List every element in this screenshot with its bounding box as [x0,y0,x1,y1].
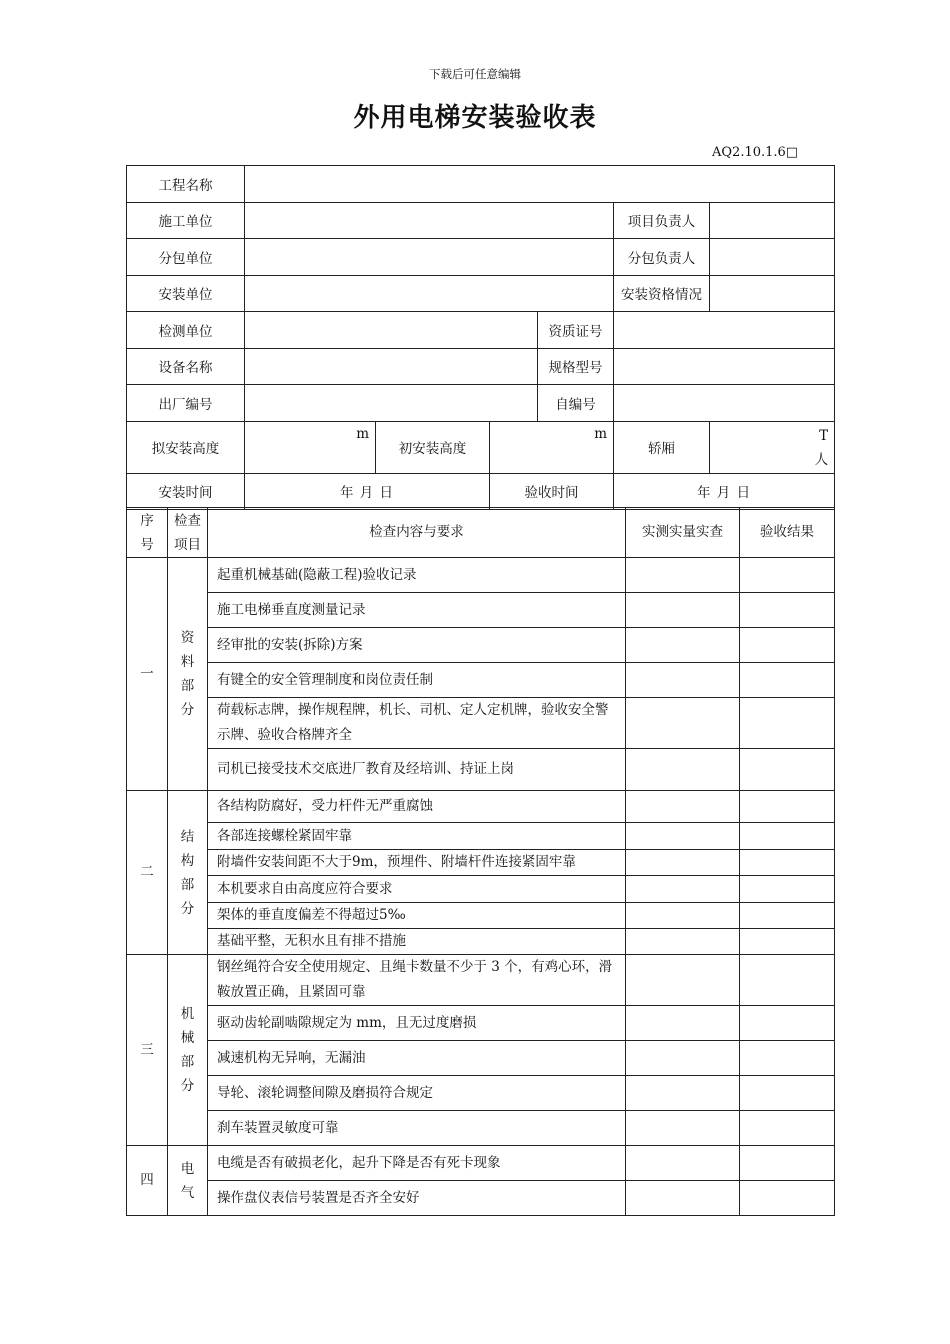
check-item-text: 荷载标志牌，操作规程牌，机长、司机、定人定机牌，验收安全警示牌、验收合格牌齐全 [208,698,626,749]
planned-height-label: 拟安装高度 [127,421,245,473]
project-name-label: 工程名称 [127,166,245,203]
checklist-row [127,593,835,628]
checklist-row [127,1111,835,1146]
factory-no-field[interactable] [245,385,538,422]
project-manager-field[interactable] [710,202,835,239]
checklist-row [127,823,835,850]
measured-field[interactable] [626,749,740,791]
install-time-label: 安装时间 [127,473,245,510]
result-field[interactable] [740,823,835,850]
checklist-row [127,1146,835,1181]
result-field[interactable] [740,903,835,929]
measured-field[interactable] [626,663,740,698]
result-field[interactable] [740,929,835,955]
self-no-field[interactable] [614,385,835,422]
measured-field[interactable] [626,1146,740,1181]
checklist-row [127,791,835,823]
section-number: 一 [127,558,168,791]
planned-height-field[interactable] [245,421,376,473]
section-name-char: 机 [180,1006,195,1022]
check-item-text: 司机已接受技术交底进厂教育及经培训、持证上岗 [208,749,626,791]
project-name-field[interactable] [245,166,835,203]
subcontract-manager-field[interactable] [710,239,835,276]
checklist-row [127,1076,835,1111]
measured-field[interactable] [626,955,740,1006]
check-item-text: 施工电梯垂直度测量记录 [208,593,626,628]
section-name [168,955,208,1146]
row-equipment-name [127,348,835,385]
section-name-char: 构 [180,852,195,869]
section-name-char: 结 [180,828,195,845]
checklist-row [127,850,835,876]
section-name [168,1146,208,1216]
checklist-row [127,663,835,698]
result-field[interactable] [740,749,835,791]
check-item-text: 架体的垂直度偏差不得超过5‰ [208,903,626,929]
row-factory-no [127,385,835,422]
check-item-text: 驱动齿轮副啮隙规定为 mm，且无过度磨损 [208,1006,626,1041]
measured-field[interactable] [626,1041,740,1076]
check-item-text: 起重机械基础(隐蔽工程)验收记录 [208,558,626,593]
section-number: 二 [127,791,168,955]
row-construction-unit [127,202,835,239]
checklist-row [127,1181,835,1216]
checklist-row [127,749,835,791]
section-name-char: 气 [180,1184,195,1201]
section-name-char: 部 [180,1054,195,1070]
result-field[interactable] [740,663,835,698]
check-item-text: 基础平整，无积水且有排不措施 [208,929,626,955]
qualification-cert-field[interactable] [614,312,835,349]
measured-field[interactable] [626,850,740,876]
result-field[interactable] [740,850,835,876]
col-measured-header: 实测实量实查 [626,508,740,558]
measured-field[interactable] [626,1181,740,1216]
inspection-unit-label: 检测单位 [127,312,245,349]
equipment-name-field[interactable] [245,348,538,385]
car-field[interactable] [710,421,835,473]
checklist-header-row [127,508,835,558]
row-project-name [127,166,835,203]
section-name-char: 电 [180,1160,195,1177]
equipment-name-label: 设备名称 [127,348,245,385]
check-item-text: 本机要求自由高度应符合要求 [208,876,626,903]
checklist-row [127,558,835,593]
result-field[interactable] [740,1041,835,1076]
install-unit-field[interactable] [245,275,614,312]
measured-field[interactable] [626,558,740,593]
check-item-text: 操作盘仪表信号装置是否齐全安好 [208,1181,626,1216]
measured-field[interactable] [626,1006,740,1041]
col-item-header [168,508,208,558]
unit-t-label: T [819,427,829,444]
col-content-header: 检查内容与要求 [208,508,626,558]
check-item-text: 有键全的安全管理制度和岗位责任制 [208,663,626,698]
checklist-row [127,876,835,903]
checklist-row [127,955,835,1006]
col-no-text-2: 号 [140,536,154,553]
result-field[interactable] [740,791,835,823]
check-item-text: 附墙件安装间距不大于9m，预埋件、附墙杆件连接紧固牢靠 [208,850,626,876]
section-name-char: 分 [180,702,195,718]
col-result-header: 验收结果 [740,508,835,558]
unit-m-label: m [594,425,607,442]
checklist-row [127,628,835,663]
top-note: 下载后可任意编辑 [429,67,521,81]
spec-model-field[interactable] [614,348,835,385]
result-field[interactable] [740,1181,835,1216]
subcontract-unit-field[interactable] [245,239,614,276]
check-item-text: 各结构防腐好，受力杆件无严重腐蚀 [208,791,626,823]
construction-unit-label: 施工单位 [127,202,245,239]
measured-field[interactable] [626,903,740,929]
result-field[interactable] [740,955,835,1006]
factory-no-label: 出厂编号 [127,385,245,422]
measured-field[interactable] [626,823,740,850]
page-title: 外用电梯安装验收表 [353,103,597,133]
row-subcontract-unit [127,239,835,276]
result-field[interactable] [740,1111,835,1146]
measured-field[interactable] [626,876,740,903]
result-field[interactable] [740,628,835,663]
self-no-label: 自编号 [538,385,614,422]
info-table [126,165,835,510]
checklist-table [126,507,835,1216]
measured-field[interactable] [626,593,740,628]
section-name-char: 分 [180,900,195,917]
measured-field[interactable] [626,791,740,823]
project-manager-label: 项目负责人 [614,202,710,239]
checklist-row [127,929,835,955]
section-name-char: 械 [180,1030,195,1046]
measured-field[interactable] [626,1076,740,1111]
section-number: 三 [127,955,168,1146]
row-height [127,421,835,473]
form-code: AQ2.10.1.6□ [712,145,799,160]
check-item-text: 钢丝绳符合安全使用规定、且绳卡数量不少于 3 个，有鸡心环，滑鞍放置正确，且紧固可靠 [208,955,626,1006]
section-name-char: 部 [180,678,195,694]
section-name [168,558,208,791]
section-name-char: 资 [180,630,195,646]
result-field[interactable] [740,698,835,749]
car-label: 轿厢 [614,421,710,473]
row-time [127,473,835,510]
check-item-text: 经审批的安装(拆除)方案 [208,628,626,663]
unit-m-label: m [356,425,369,442]
measured-field[interactable] [626,929,740,955]
initial-height-field[interactable] [490,421,614,473]
checklist-row [127,698,835,749]
subcontract-manager-label: 分包负责人 [614,239,710,276]
col-no-header [127,508,168,558]
section-name-char: 分 [180,1078,195,1094]
measured-field[interactable] [626,628,740,663]
acceptance-time-label: 验收时间 [490,473,614,510]
spec-model-label: 规格型号 [538,348,614,385]
install-unit-label: 安装单位 [127,275,245,312]
section-number: 四 [127,1146,168,1216]
result-field[interactable] [740,558,835,593]
inspection-unit-field[interactable] [245,312,538,349]
result-field[interactable] [740,1076,835,1111]
checklist-row [127,1006,835,1041]
subcontract-unit-label: 分包单位 [127,239,245,276]
unit-person-label: 人 [814,451,829,468]
install-qualification-field[interactable] [710,275,835,312]
row-inspection-unit [127,312,835,349]
result-field[interactable] [740,593,835,628]
section-name [168,791,208,955]
measured-field[interactable] [626,698,740,749]
section-name-char: 部 [180,876,195,893]
row-install-unit [127,275,835,312]
construction-unit-field[interactable] [245,202,614,239]
initial-height-label: 初安装高度 [376,421,490,473]
result-field[interactable] [740,876,835,903]
section-name-char: 料 [180,654,195,670]
check-item-text: 导轮、滚轮调整间隙及磨损符合规定 [208,1076,626,1111]
checklist-row [127,1041,835,1076]
col-item-text-2: 项目 [174,536,201,553]
install-qualification-label: 安装资格情况 [614,275,710,312]
check-item-text: 各部连接螺栓紧固牢靠 [208,823,626,850]
result-field[interactable] [740,1146,835,1181]
acceptance-time-field[interactable]: 年 月 日 [614,473,835,510]
measured-field[interactable] [626,1111,740,1146]
check-item-text: 减速机构无异响，无漏油 [208,1041,626,1076]
install-time-field[interactable]: 年 月 日 [245,473,490,510]
result-field[interactable] [740,1006,835,1041]
check-item-text: 刹车装置灵敏度可靠 [208,1111,626,1146]
col-no-text-1: 序 [140,512,154,529]
checklist-row [127,903,835,929]
check-item-text: 电缆是否有破损老化，起升下降是否有死卡现象 [208,1146,626,1181]
qualification-cert-label: 资质证号 [538,312,614,349]
col-item-text-1: 检查 [174,512,201,529]
